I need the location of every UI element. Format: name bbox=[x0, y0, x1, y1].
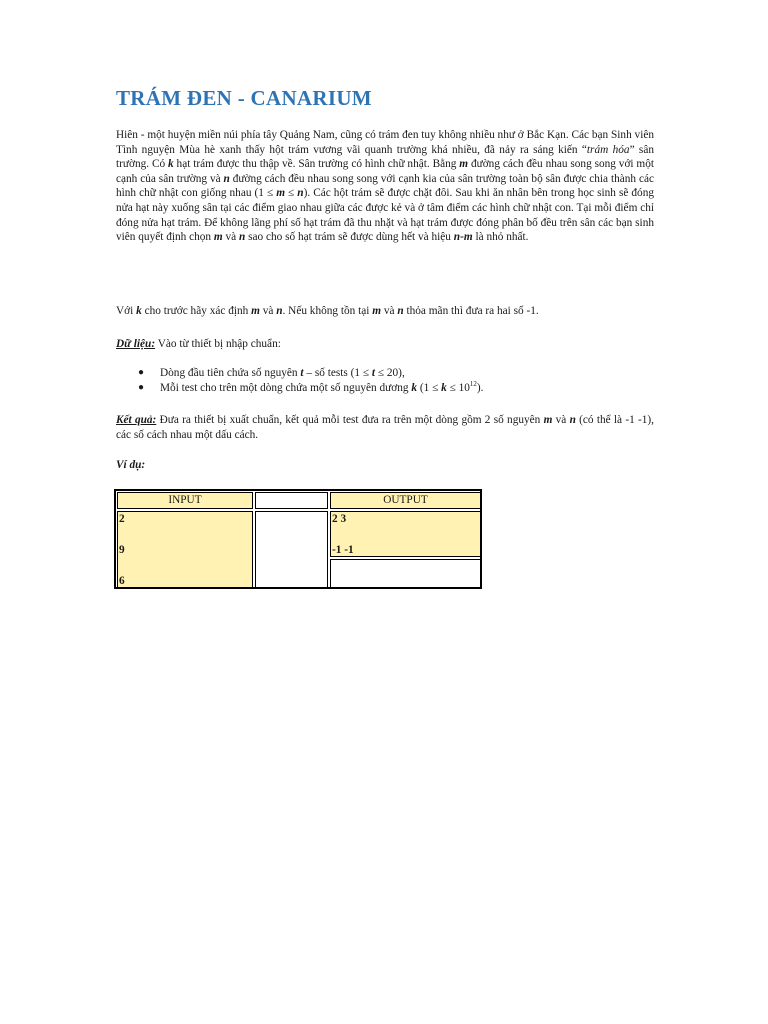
variable-n: n bbox=[297, 187, 304, 200]
text-run: Mỗi test cho trên một dòng chứa một số nguyên dương bbox=[160, 381, 412, 394]
variable-m: m bbox=[543, 414, 553, 426]
variable-t: t bbox=[371, 367, 376, 379]
text-run-italic: trám hóa bbox=[586, 143, 630, 156]
example-section bbox=[116, 458, 654, 473]
text-run: ≤ bbox=[285, 187, 298, 200]
text-run: và bbox=[381, 305, 398, 317]
input-section bbox=[116, 337, 654, 352]
example-table bbox=[114, 489, 482, 589]
variable-m: m bbox=[459, 158, 469, 171]
list-item bbox=[116, 381, 654, 396]
text-run: và bbox=[552, 414, 570, 426]
text-run: sao cho số hạt trám sẽ được dùng hết và hiệu bbox=[245, 231, 454, 244]
text-run: và bbox=[259, 305, 277, 317]
output-header: OUTPUT bbox=[330, 492, 481, 509]
task-paragraph bbox=[116, 304, 654, 319]
input-line: 6 bbox=[119, 575, 125, 587]
input-header: INPUT bbox=[117, 492, 253, 509]
text-run: ≤ 20), bbox=[375, 367, 405, 379]
bullet-icon: ● bbox=[138, 381, 145, 393]
text-run: đường cách đều nhau song song với cạnh kia của sân trường toàn bộ sân được chia thành các hình chữ nhật con giống nhau (1 ≤ bbox=[116, 172, 654, 200]
output-line: -1 -1 bbox=[332, 544, 354, 556]
exponent: 12 bbox=[469, 379, 477, 388]
text-run: (có thể là -1 -1), các số cách nhau một dấu cách. bbox=[116, 414, 655, 441]
input-line: 2 bbox=[119, 513, 125, 525]
page-title: TRÁM ĐEN - CANARIUM bbox=[116, 86, 372, 110]
text-run: . Nếu không tồn tại bbox=[282, 305, 373, 317]
variable-k: k bbox=[441, 381, 447, 394]
text-run: ” sân trường. Có bbox=[116, 143, 654, 171]
text-run: đường cách đều nhau song song với một cạnh của sân trường và bbox=[116, 158, 654, 185]
text-run: và bbox=[222, 231, 239, 244]
variable-k: k bbox=[411, 381, 418, 394]
text-run: Vào từ thiết bị nhập chuẩn: bbox=[155, 338, 281, 350]
text-run: là nhỏ nhất. bbox=[472, 231, 529, 244]
text-run: thỏa mãn thì đưa ra hai số -1. bbox=[403, 305, 539, 317]
example-label: Ví dụ: bbox=[116, 459, 146, 471]
spacer-cell bbox=[255, 511, 328, 588]
text-run: ). Các hột trám sẽ được chặt đôi. Sau khi ăn nhân bên trong học sinh sẽ đóng nửa hạt này xuống sân tại các điểm giao nhau giữa các được kẻ và ở tâm điểm các hình chữ nhật con. Tại mỗi điểm chỉ đóng nửa hạt trám. Để không lãng phí số hạt trám đã thu nhặt và hạt trám được đóng phân bố đều trên sân các bạn sinh viên quyết định chọn bbox=[116, 187, 654, 244]
intro-paragraph bbox=[116, 128, 654, 245]
input-bullet-list bbox=[116, 366, 654, 395]
output-label: Kết quả: bbox=[116, 414, 157, 426]
text-run: Với bbox=[116, 305, 137, 317]
variable-n-minus-m: n-m bbox=[453, 231, 473, 244]
text-run: cho trước hãy xác định bbox=[141, 305, 252, 317]
output-line: 2 3 bbox=[332, 513, 347, 525]
text-run: Hiên - một huyện miền núi phía tây Quảng Nam, cũng có trám đen tuy không nhiều như ở Bắc Kạn. Các bạn Sinh viên Tình nguyện Mùa hè xanh thấy hột trám vương vãi quanh trường khá nhiều, đã nảy ra sáng kiến “ bbox=[116, 129, 654, 156]
variable-n: n bbox=[239, 231, 246, 244]
bullet-icon: ● bbox=[138, 367, 145, 378]
variable-m: m bbox=[251, 305, 260, 317]
text-run: ≤ 10 bbox=[446, 381, 470, 394]
variable-k: k bbox=[136, 305, 142, 317]
text-run: (1 ≤ bbox=[417, 381, 442, 394]
input-label: Dữ liệu: bbox=[116, 338, 156, 350]
variable-m: m bbox=[276, 187, 285, 200]
list-item bbox=[116, 366, 654, 381]
text-run: ). bbox=[476, 381, 484, 394]
output-empty-cell bbox=[330, 559, 481, 588]
variable-t: t bbox=[300, 367, 304, 379]
variable-n: n bbox=[397, 305, 404, 317]
spacer-header-cell bbox=[255, 492, 328, 509]
variable-m: m bbox=[372, 305, 382, 317]
output-cell bbox=[330, 511, 481, 557]
text-run: Dòng đầu tiên chứa số nguyên bbox=[160, 367, 301, 379]
input-cell bbox=[117, 511, 253, 588]
variable-n: n bbox=[276, 305, 283, 317]
variable-n: n bbox=[223, 172, 230, 185]
variable-m: m bbox=[213, 231, 223, 244]
text-run: – số tests (1 ≤ bbox=[303, 367, 372, 379]
input-line: 9 bbox=[119, 544, 125, 556]
text-run: Đưa ra thiết bị xuất chuẩn, kết quả mỗi test đưa ra trên một dòng gồm 2 số nguyên bbox=[156, 414, 544, 426]
text-run: hạt trám được thu thập về. Sân trường có hình chữ nhật. Bằng bbox=[173, 158, 460, 171]
variable-n: n bbox=[569, 414, 576, 426]
variable-k: k bbox=[168, 158, 174, 171]
output-section bbox=[116, 413, 654, 442]
